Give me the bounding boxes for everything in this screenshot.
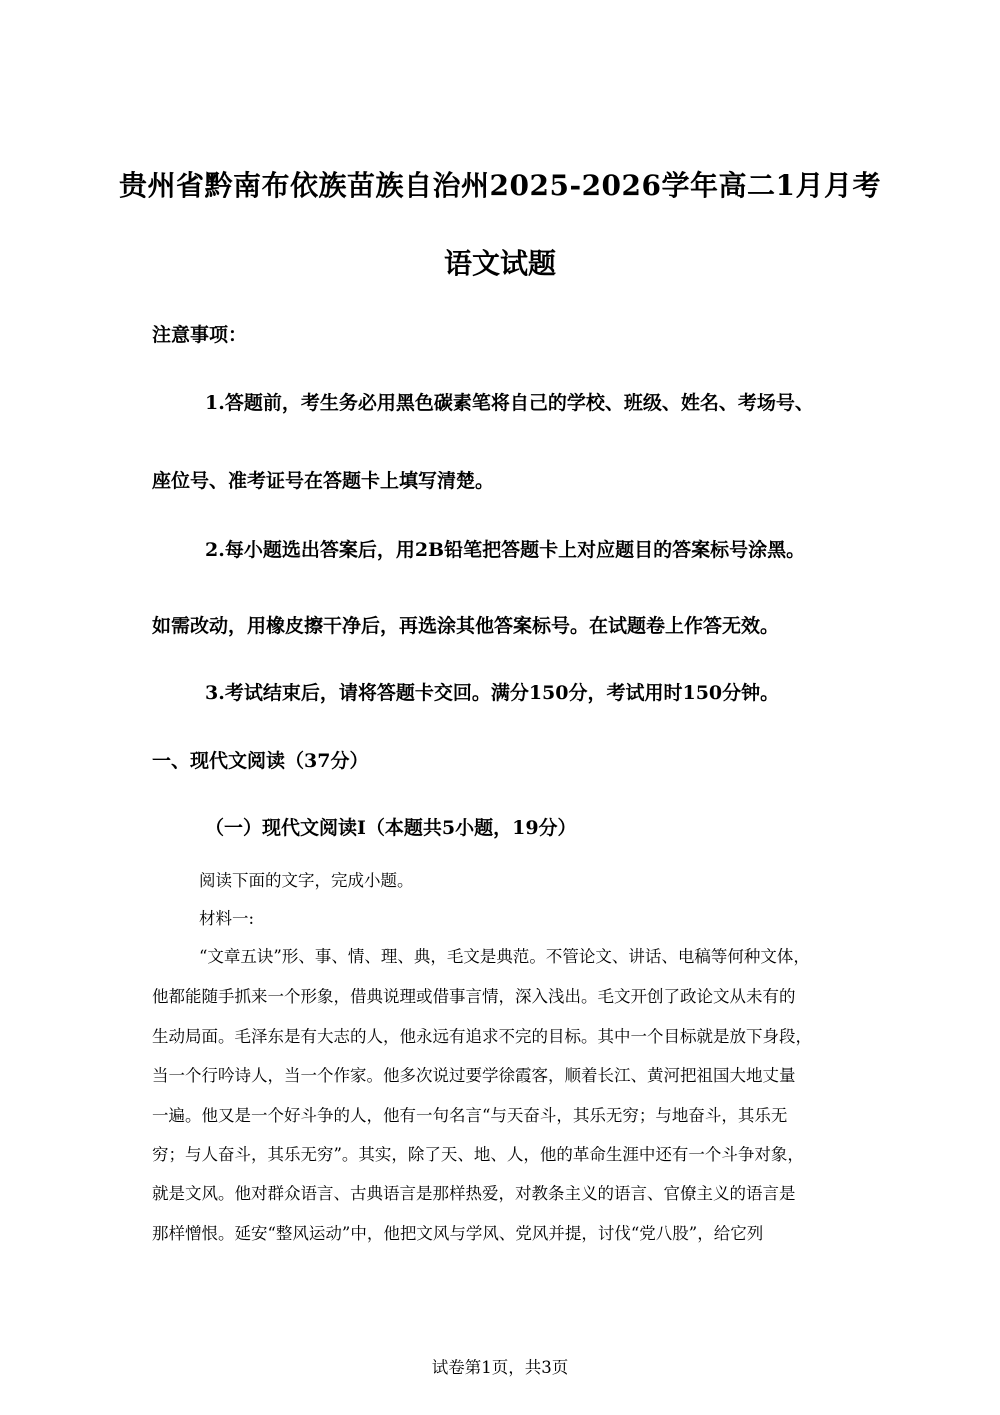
body-line: 那样憎恨。延安“整风运动”中，他把文风与学风、党风并提，讨伐“党八股”，给它列 bbox=[152, 1224, 764, 1243]
notice-item-1-line-2: 座位号、准考证号在答题卡上填写清楚。 bbox=[152, 470, 495, 492]
subsection-heading: （一）现代文阅读I（本题共5小题，19分） bbox=[205, 817, 577, 839]
body-line: 他都能随手抓来一个形象，借典说理或借事言情，深入浅出。毛文开创了政论文从未有的 bbox=[152, 987, 796, 1006]
body-line: 穷；与人奋斗，其乐无穷”。其实，除了天、地、人，他的革命生涯中还有一个斗争对象， bbox=[152, 1145, 804, 1164]
exam-subject-title: 语文试题 bbox=[443, 247, 556, 280]
body-line: 生动局面。毛泽东是有大志的人，他永远有追求不完的目标。其中一个目标就是放下身段， bbox=[152, 1027, 812, 1046]
exam-title: 贵州省黔南布依族苗族自治州2025-2026学年高二1月月考 bbox=[119, 169, 881, 202]
notice-heading: 注意事项： bbox=[152, 324, 248, 346]
body-line: 一遍。他又是一个好斗争的人，他有一句名言“与天奋斗，其乐无穷；与地奋斗，其乐无 bbox=[152, 1106, 788, 1125]
section-heading: 一、现代文阅读（37分） bbox=[152, 750, 369, 772]
reading-instruction: 阅读下面的文字，完成小题。 bbox=[199, 871, 414, 890]
material-label: 材料一: bbox=[199, 909, 255, 928]
page-footer: 试卷第1页，共3页 bbox=[431, 1358, 569, 1377]
notice-item-3: 3.考试结束后，请将答题卡交回。满分150分，考试用时150分钟。 bbox=[205, 682, 780, 704]
body-line: 就是文风。他对群众语言、古典语言是那样热爱，对教条主义的语言、官僚主义的语言是 bbox=[152, 1184, 796, 1203]
notice-item-1-line-1: 1.答题前，考生务必用黑色碳素笔将自己的学校、班级、姓名、考场号、 bbox=[205, 392, 814, 414]
notice-item-2-line-2: 如需改动，用橡皮擦干净后，再选涂其他答案标号。在试题卷上作答无效。 bbox=[152, 615, 780, 637]
body-line: “文章五诀”形、事、情、理、典，毛文是典范。不管论文、讲话、电稿等何种文体， bbox=[199, 947, 810, 966]
body-line: 当一个行吟诗人，当一个作家。他多次说过要学徐霞客，顺着长江、黄河把祖国大地丈量 bbox=[152, 1066, 796, 1085]
notice-item-2-line-1: 2.每小题选出答案后，用2B铅笔把答题卡上对应题目的答案标号涂黑。 bbox=[205, 539, 806, 561]
